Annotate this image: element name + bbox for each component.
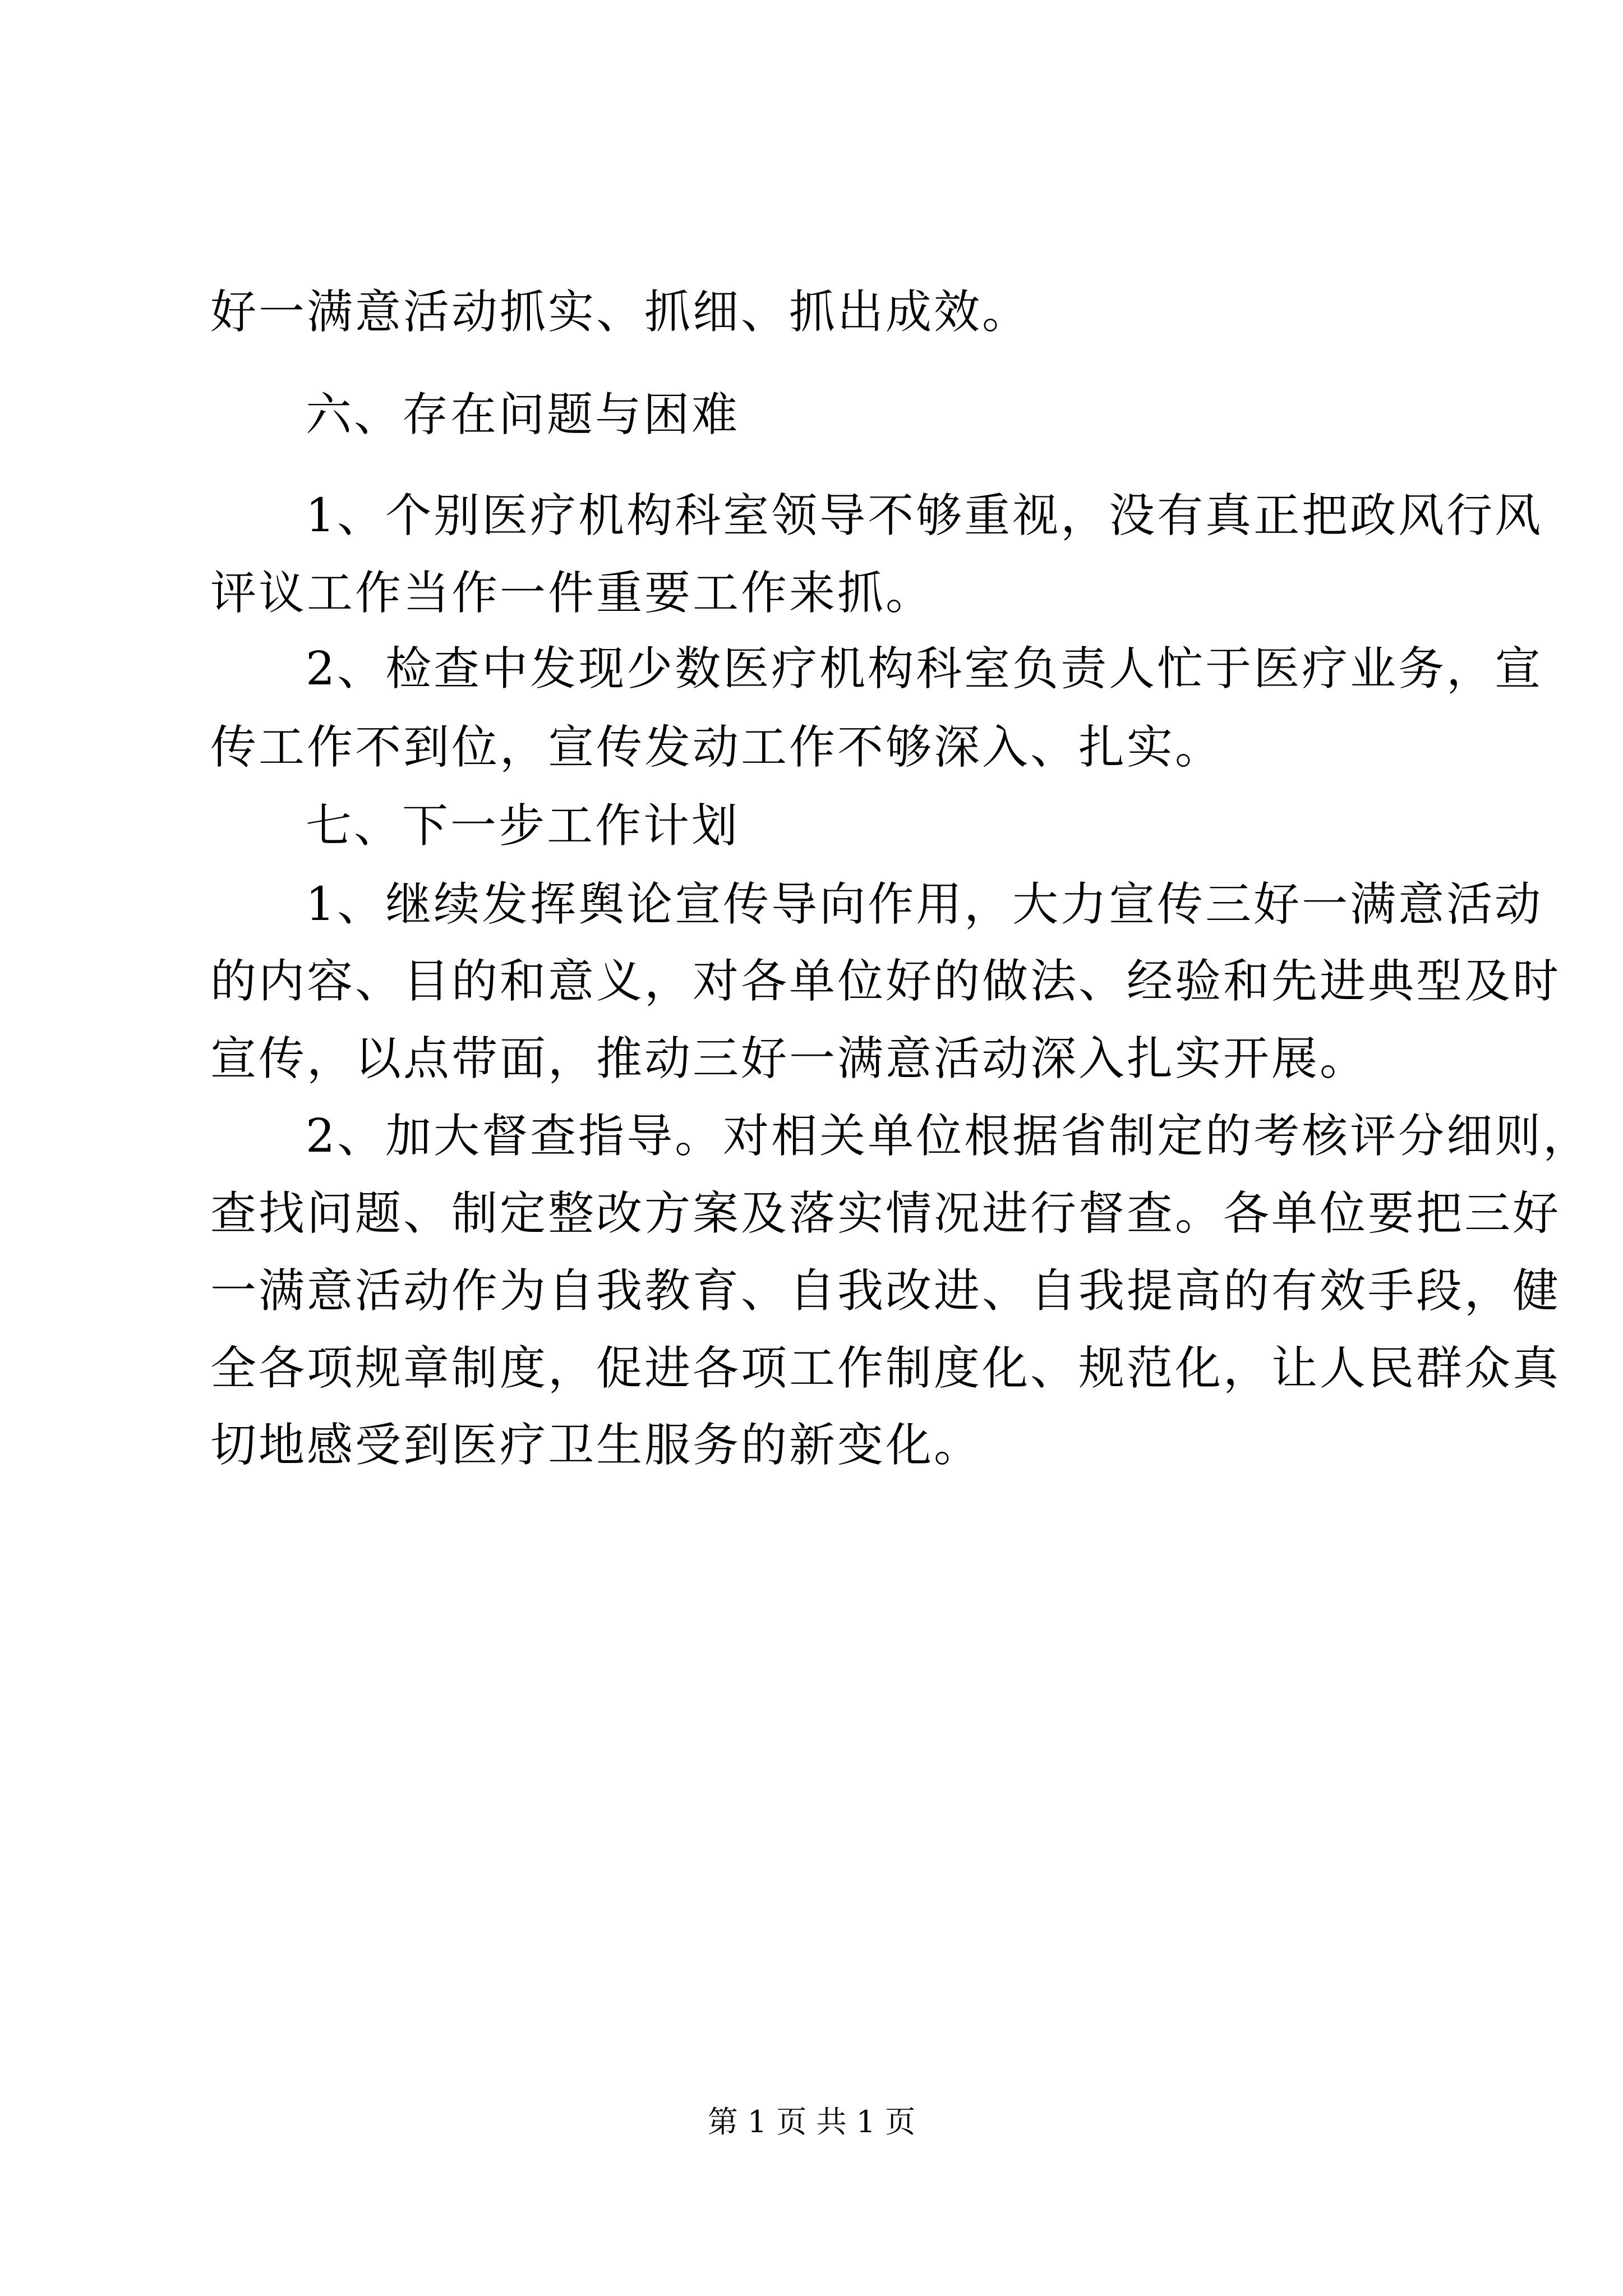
paragraph-line: 查找问题、制定整改方案及落实情况进行督查。各单位要把三好 bbox=[210, 1187, 1561, 1240]
paragraph-line: 一满意活动作为自我教育、自我改进、自我提高的有效手段，健 bbox=[210, 1264, 1561, 1318]
page-footer: 第 1 页 共 1 页 bbox=[707, 2104, 916, 2139]
paragraph-line: 2、加大督查指导。对相关单位根据省制定的考核评分细则， bbox=[306, 1110, 1592, 1163]
paragraph-line: 切地感受到医疗卫生服务的新变化。 bbox=[210, 1419, 983, 1472]
paragraph-line: 1、继续发挥舆论宣传导向作用，大力宣传三好一满意活动 bbox=[306, 878, 1543, 931]
paragraph-line: 2、检查中发现少数医疗机构科室负责人忙于医疗业务，宣 bbox=[306, 642, 1543, 696]
paragraph-line: 传工作不到位，宣传发动工作不够深入、扎实。 bbox=[210, 721, 1224, 774]
paragraph-line: 的内容、目的和意义，对各单位好的做法、经验和先进典型及时 bbox=[210, 955, 1561, 1008]
paragraph-line: 评议工作当作一件重要工作来抓。 bbox=[210, 567, 934, 620]
paragraph-line: 全各项规章制度，促进各项工作制度化、规范化，让人民群众真 bbox=[210, 1342, 1561, 1395]
section-heading-problems: 六、存在问题与困难 bbox=[306, 388, 740, 441]
paragraph-line: 宣传，以点带面，推动三好一满意活动深入扎实开展。 bbox=[210, 1032, 1368, 1085]
paragraph-line: 好一满意活动抓实、抓细、抓出成效。 bbox=[210, 286, 1031, 339]
section-heading-next-steps: 七、下一步工作计划 bbox=[306, 799, 740, 853]
paragraph-line: 1、个别医疗机构科室领导不够重视，没有真正把政风行风 bbox=[306, 489, 1543, 542]
